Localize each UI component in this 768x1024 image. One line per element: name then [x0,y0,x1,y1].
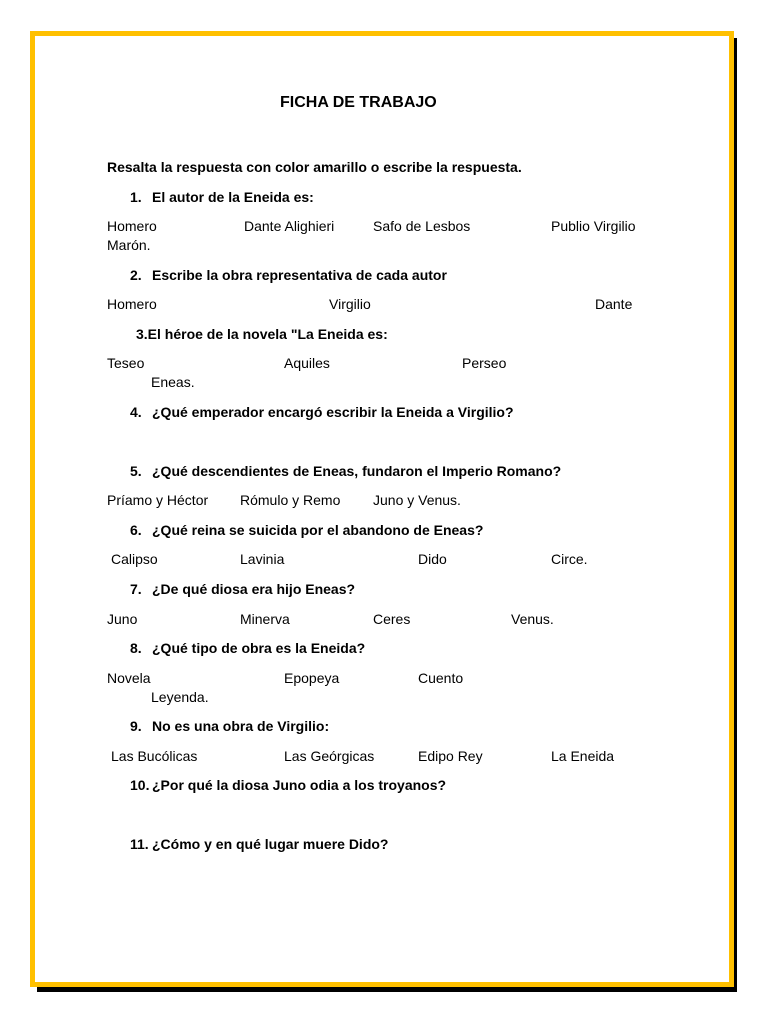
question-8-number: 8. [130,640,142,656]
q3-option-wrap[interactable]: Eneas. [151,374,195,390]
question-7-number: 7. [130,581,142,597]
q2-author: Virgilio [329,296,371,312]
question-9: No es una obra de Virgilio: [152,718,330,734]
question-4: ¿Qué emperador encargó escribir la Eneida a Virgilio? [152,404,514,420]
q8-option[interactable]: Novela [107,670,151,686]
q6-option[interactable]: Calipso [111,551,158,567]
q9-option[interactable]: Edipo Rey [418,748,483,764]
page-title: FICHA DE TRABAJO [280,94,437,111]
question-4-number: 4. [130,404,142,420]
question-6: ¿Qué reina se suicida por el abandono de Eneas? [152,522,484,538]
q8-option[interactable]: Epopeya [284,670,340,686]
question-2: Escribe la obra representativa de cada autor [152,267,447,283]
q3-option[interactable]: Aquiles [284,355,330,371]
q1-option[interactable]: Publio Virgilio [551,218,636,234]
q3-option[interactable]: Teseo [107,355,145,371]
q1-option-wrap[interactable]: Marón. [107,237,151,253]
q7-option[interactable]: Ceres [373,611,411,627]
q7-option[interactable]: Minerva [240,611,290,627]
q6-option[interactable]: Dido [418,551,447,567]
q7-option[interactable]: Juno [107,611,138,627]
q1-option[interactable]: Homero [107,218,157,234]
question-2-number: 2. [130,267,142,283]
q9-option[interactable]: Las Geórgicas [284,748,375,764]
q1-option[interactable]: Safo de Lesbos [373,218,471,234]
question-7: ¿De qué diosa era hijo Eneas? [152,581,356,597]
question-10-number: 10. [130,777,150,793]
q7-option[interactable]: Venus. [511,611,554,627]
question-8: ¿Qué tipo de obra es la Eneida? [152,640,366,656]
question-3: 3.El héroe de la novela "La Eneida es: [136,326,388,342]
question-5: ¿Qué descendientes de Eneas, fundaron el Imperio Romano? [152,463,562,479]
q2-author: Homero [107,296,157,312]
question-9-number: 9. [130,718,142,734]
question-11-number: 11. [130,836,149,852]
question-5-number: 5. [130,463,142,479]
question-1-number: 1. [130,189,142,205]
q6-option[interactable]: Circe. [551,551,588,567]
question-1: El autor de la Eneida es: [152,189,314,205]
q8-option-wrap[interactable]: Leyenda. [151,689,209,705]
q6-option[interactable]: Lavinia [240,551,285,567]
question-6-number: 6. [130,522,142,538]
q5-option[interactable]: Rómulo y Remo [240,492,341,508]
q9-option[interactable]: La Eneida [551,748,615,764]
q1-option[interactable]: Dante Alighieri [244,218,335,234]
q3-option[interactable]: Perseo [462,355,507,371]
question-11: ¿Cómo y en qué lugar muere Dido? [152,836,389,852]
q2-author: Dante [595,296,633,312]
q8-option[interactable]: Cuento [418,670,464,686]
q5-option[interactable]: Príamo y Héctor [107,492,209,508]
q5-option[interactable]: Juno y Venus. [373,492,461,508]
question-10: ¿Por qué la diosa Juno odia a los troyanos? [152,777,447,793]
instruction: Resalta la respuesta con color amarillo o escribe la respuesta. [107,159,522,175]
q9-option[interactable]: Las Bucólicas [111,748,198,764]
